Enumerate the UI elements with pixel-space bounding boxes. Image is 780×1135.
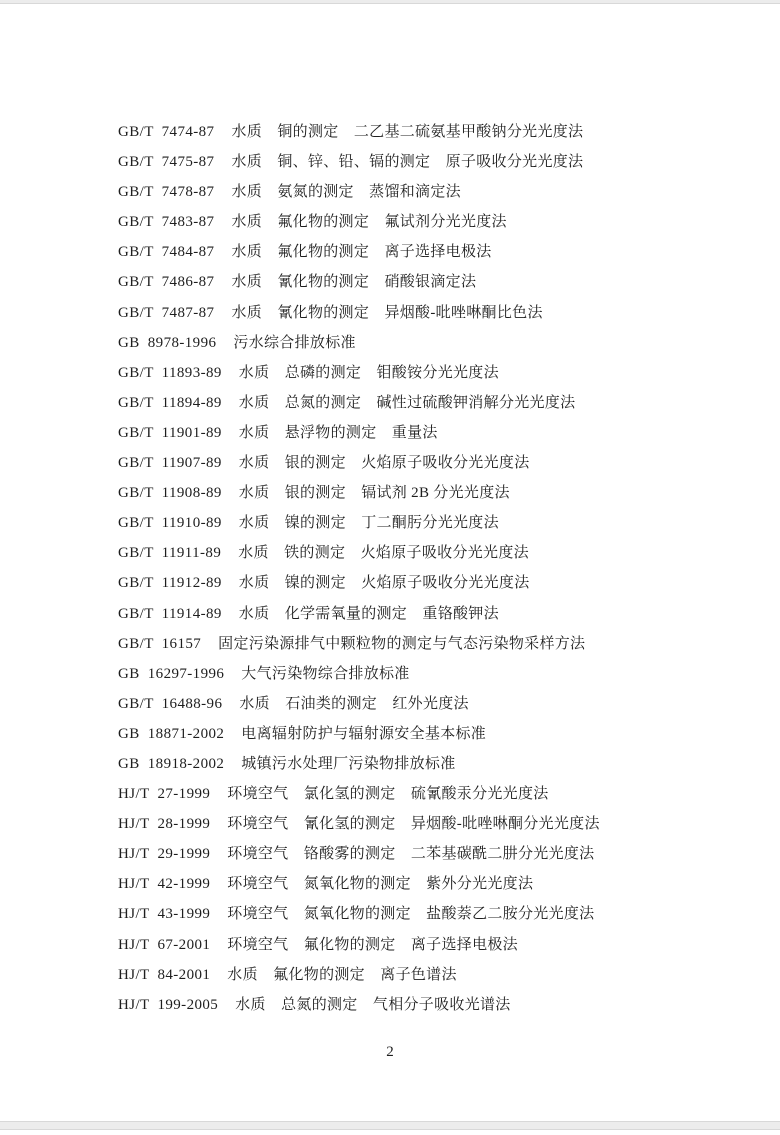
standard-code: GB/T 7484-87: [118, 244, 215, 261]
standard-row: [118, 538, 758, 568]
standard-title: 环境空气 氟化物的测定 离子选择电极法: [227, 936, 518, 953]
standard-code: GB/T 7486-87: [118, 274, 215, 291]
standard-title: 水质 悬浮物的测定 重量法: [238, 424, 438, 441]
standard-row: [118, 839, 758, 869]
standard-code: HJ/T 67-2001: [118, 936, 211, 953]
standard-title: 环境空气 铬酸雾的测定 二苯基碳酰二肼分光光度法: [227, 846, 595, 863]
standard-code: GB/T 11908-89: [118, 485, 222, 502]
standard-row: [118, 599, 758, 629]
standard-title: 水质 氨氮的测定 蒸馏和滴定法: [231, 184, 461, 201]
standard-code: GB/T 11912-89: [118, 575, 222, 592]
standard-code: GB 16297-1996: [118, 665, 225, 682]
standard-row: [118, 568, 758, 598]
standard-title: 水质 铜、锌、铅、镉的测定 原子吸收分光光度法: [231, 154, 584, 171]
standard-code: GB/T 11901-89: [118, 424, 222, 441]
standard-title: 水质 总磷的测定 钼酸铵分光光度法: [238, 364, 499, 381]
standard-title: 环境空气 氰化氢的测定 异烟酸-吡唑啉酮分光光度法: [227, 816, 600, 833]
standard-code: HJ/T 84-2001: [118, 966, 211, 983]
standard-code: GB/T 11893-89: [118, 364, 222, 381]
standard-code: GB 18871-2002: [118, 725, 225, 742]
standard-row: [118, 719, 758, 749]
standards-list: [118, 117, 758, 1020]
standard-code: GB/T 16157: [118, 635, 202, 652]
standard-title: 环境空气 氮氧化物的测定 紫外分光光度法: [227, 876, 534, 893]
standard-row: [118, 629, 758, 659]
standard-code: HJ/T 29-1999: [118, 846, 211, 863]
standard-code: GB/T 7483-87: [118, 214, 215, 231]
standard-code: HJ/T 42-1999: [118, 876, 211, 893]
standard-title: 电离辐射防护与辐射源安全基本标准: [241, 725, 487, 742]
standard-code: GB/T 7478-87: [118, 184, 215, 201]
standard-title: 水质 氟化物的测定 离子选择电极法: [231, 244, 492, 261]
standard-row: [118, 478, 758, 508]
standard-row: [118, 388, 758, 418]
standard-code: GB 18918-2002: [118, 755, 225, 772]
standard-row: [118, 930, 758, 960]
standard-row: [118, 147, 758, 177]
standard-title: 环境空气 氯化氢的测定 硫氰酸汞分光光度法: [227, 786, 549, 803]
standard-title: 水质 银的测定 镉试剂 2B 分光光度法: [238, 485, 510, 502]
standard-code: GB/T 7474-87: [118, 124, 215, 140]
standard-title: 水质 化学需氧量的测定 重铬酸钾法: [238, 605, 499, 622]
standard-row: [118, 659, 758, 689]
standard-code: GB/T 7475-87: [118, 154, 215, 171]
standard-title: 水质 镍的测定 火焰原子吸收分光光度法: [238, 575, 530, 592]
standard-row: [118, 749, 758, 779]
standard-row: [118, 328, 758, 358]
standard-code: HJ/T 43-1999: [118, 906, 211, 923]
standard-title: 水质 氟化物的测定 氟试剂分光光度法: [231, 214, 507, 231]
standard-row: [118, 298, 758, 328]
standard-row: [118, 117, 758, 147]
standard-title: 城镇污水处理厂污染物排放标准: [241, 755, 456, 772]
page-top-separator: [0, 0, 780, 4]
standard-row: [118, 960, 758, 990]
standard-row: [118, 899, 758, 929]
page-number: 2: [386, 1044, 394, 1060]
standard-title: 水质 铜的测定 二乙基二硫氨基甲酸钠分光光度法: [231, 124, 584, 140]
standard-title: 水质 铁的测定 火焰原子吸收分光光度法: [238, 545, 529, 562]
standard-title: 污水综合排放标准: [233, 334, 356, 351]
standard-code: HJ/T 28-1999: [118, 816, 211, 833]
standard-code: GB/T 16488-96: [118, 695, 223, 712]
standard-code: GB/T 11907-89: [118, 455, 222, 472]
standard-row: [118, 237, 758, 267]
standard-code: HJ/T 199-2005: [118, 996, 219, 1013]
standard-row: [118, 779, 758, 809]
standard-row: [118, 177, 758, 207]
standard-code: GB 8978-1996: [118, 334, 217, 351]
standard-row: [118, 207, 758, 237]
standard-code: GB/T 7487-87: [118, 304, 215, 321]
standard-code: GB/T 11914-89: [118, 605, 222, 622]
standard-title: 水质 镍的测定 丁二酮肟分光光度法: [238, 515, 499, 532]
standard-title: 水质 石油类的测定 红外光度法: [239, 695, 469, 712]
standard-code: GB/T 11894-89: [118, 394, 222, 411]
standard-title: 水质 氰化物的测定 硝酸银滴定法: [231, 274, 477, 291]
page-bottom-separator: [0, 1121, 780, 1130]
standard-title: 环境空气 氮氧化物的测定 盐酸萘乙二胺分光光度法: [227, 906, 595, 923]
standard-code: GB/T 11911-89: [118, 545, 222, 562]
standard-title: 水质 总氮的测定 碱性过硫酸钾消解分光光度法: [238, 394, 576, 411]
standard-title: 水质 总氮的测定 气相分子吸收光谱法: [235, 996, 511, 1013]
standard-title: 固定污染源排气中颗粒物的测定与气态污染物采样方法: [218, 635, 586, 652]
standard-row: [118, 448, 758, 478]
standard-row: [118, 809, 758, 839]
standard-row: [118, 418, 758, 448]
standard-title: 水质 氟化物的测定 离子色谱法: [227, 966, 457, 983]
standard-title: 大气污染物综合排放标准: [241, 665, 410, 682]
standard-title: 水质 氰化物的测定 异烟酸-吡唑啉酮比色法: [231, 304, 543, 321]
standard-row: [118, 267, 758, 297]
standard-row: [118, 869, 758, 899]
standard-row: [118, 358, 758, 388]
standard-code: GB/T 11910-89: [118, 515, 222, 532]
standard-code: HJ/T 27-1999: [118, 786, 211, 803]
standard-row: [118, 990, 758, 1020]
standard-row: [118, 689, 758, 719]
standard-title: 水质 银的测定 火焰原子吸收分光光度法: [238, 455, 530, 472]
standard-row: [118, 508, 758, 538]
